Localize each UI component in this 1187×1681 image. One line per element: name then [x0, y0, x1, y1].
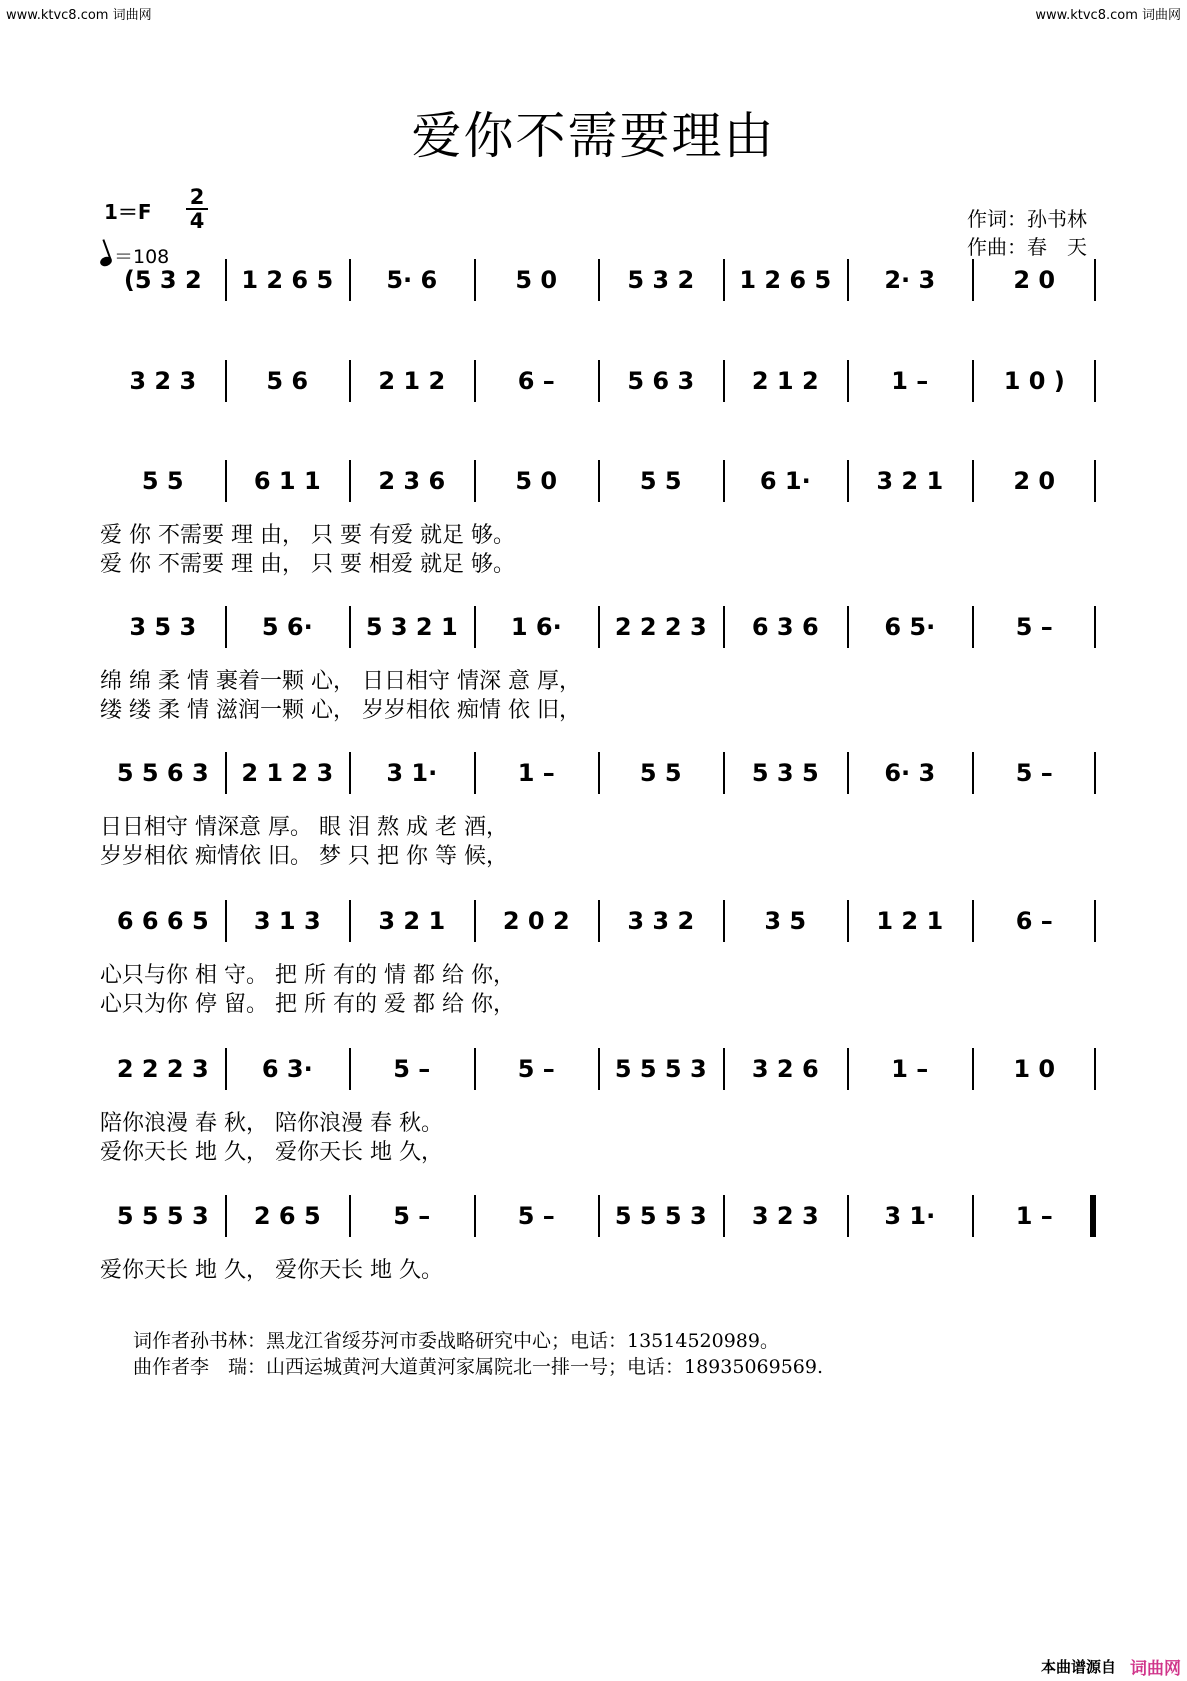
measure: 1 –: [517, 759, 555, 787]
measure: 5 3 5: [751, 759, 819, 787]
composer-credit: 作曲：春 天: [967, 235, 1087, 259]
measure: 5 5 5 3: [614, 1055, 707, 1083]
barline: [1094, 900, 1096, 942]
measure: 3 2 1: [378, 907, 446, 935]
measure: 5 5 5 3: [614, 1202, 707, 1230]
lyric-line: 爱你天长 地 久， 爱你天长 地 久，: [100, 1140, 443, 1165]
barline: [1094, 752, 1096, 794]
measure: 5 –: [517, 1202, 555, 1230]
barline: [723, 360, 725, 402]
composer-contact: 曲作者李 瑞：山西运城黄河大道黄河家属院北一排一号；电话：18935069569.: [133, 1356, 824, 1378]
lyric-line: 岁岁相依 痴情依 旧。 梦 只 把 你 等 候，: [100, 844, 508, 869]
tempo-value: ＝108: [114, 246, 170, 268]
measure: 1 2 6 5: [241, 266, 334, 294]
staff-row: [100, 1046, 1096, 1092]
barline: [847, 752, 849, 794]
measure: 5 5: [639, 467, 682, 495]
lyric-line: 日日相守 情深意 厚。 眼 泪 熬 成 老 酒，: [100, 815, 508, 840]
barline: [1090, 1195, 1096, 1237]
measure: 5 6: [266, 367, 309, 395]
measure: 5 5 5 3: [116, 1202, 209, 1230]
lyric-line: 心只为你 停 留。 把 所 有的 爱 都 给 你，: [100, 992, 515, 1017]
barline: [349, 1048, 351, 1090]
lyric-line: 爱 你 不需要 理 由， 只 要 有爱 就足 够。: [100, 523, 515, 548]
site-logo[interactable]: 词曲网: [1130, 1659, 1181, 1679]
barline: [225, 1048, 227, 1090]
measure: 2 1 2: [378, 367, 446, 395]
staff-row: [100, 458, 1096, 504]
score-line: [100, 257, 1096, 303]
measure: 5 5: [141, 467, 184, 495]
measure: 3 1·: [386, 759, 438, 787]
measure: 2 6 5: [253, 1202, 321, 1230]
barline: [598, 460, 600, 502]
barline: [598, 900, 600, 942]
barline: [474, 460, 476, 502]
barline: [723, 900, 725, 942]
measure: 2 2 2 3: [116, 1055, 209, 1083]
barline: [1094, 360, 1096, 402]
barline: [723, 606, 725, 648]
barline: [474, 900, 476, 942]
source-footer: [1041, 1654, 1181, 1679]
time-signature: [186, 186, 208, 232]
barline: [1094, 460, 1096, 502]
barline: [972, 1195, 974, 1237]
measure: 1 –: [1015, 1202, 1053, 1230]
measure: 2 0 2: [502, 907, 570, 935]
measure: 6 1·: [759, 467, 811, 495]
measure: 6 5·: [884, 613, 936, 641]
measure: 3 1 3: [253, 907, 321, 935]
barline: [847, 360, 849, 402]
barline: [225, 900, 227, 942]
song-title: 爱你不需要理由: [411, 107, 776, 165]
measure: 5 3 2 1: [365, 613, 458, 641]
barline: [598, 606, 600, 648]
staff-row: [100, 604, 1096, 650]
barline: [847, 460, 849, 502]
barline: [972, 460, 974, 502]
barline: [225, 259, 227, 301]
barline: [349, 259, 351, 301]
barline: [474, 360, 476, 402]
barline: [349, 460, 351, 502]
measure: 5 5: [639, 759, 682, 787]
measure: 3 2 6: [751, 1055, 819, 1083]
measure: 1 2 1: [876, 907, 944, 935]
measure: 3 2 3: [129, 367, 197, 395]
measure: 6· 3: [884, 759, 936, 787]
barline: [349, 606, 351, 648]
measure: 3 1·: [884, 1202, 936, 1230]
measure: 5 0: [515, 467, 558, 495]
score-line: [100, 458, 1096, 576]
time-signature-top: 2: [189, 185, 205, 209]
barline: [972, 259, 974, 301]
barline: [972, 360, 974, 402]
measure: 6 3 6: [751, 613, 819, 641]
barline: [349, 752, 351, 794]
measure: 1 0: [1013, 1055, 1056, 1083]
lyric-line: 绵 绵 柔 情 裹着一颗 心， 日日相守 情深 意 厚，: [100, 669, 581, 694]
staff-row: [100, 1193, 1096, 1239]
source-label: 本曲谱源自: [1040, 1658, 1116, 1676]
measure: 3 5: [764, 907, 807, 935]
measure: (5 3 2: [123, 266, 202, 294]
time-signature-bottom: 4: [186, 208, 208, 232]
measure: 2 0: [1013, 467, 1056, 495]
measure: 5 –: [1015, 613, 1053, 641]
measure: 1 –: [891, 1055, 929, 1083]
barline: [847, 1195, 849, 1237]
lyric-line: 陪你浪漫 春 秋， 陪你浪漫 春 秋。: [100, 1111, 443, 1136]
barline: [972, 900, 974, 942]
measure: 5 5 6 3: [116, 759, 209, 787]
barline: [972, 752, 974, 794]
measure: 5 –: [393, 1202, 431, 1230]
barline: [598, 752, 600, 794]
barline: [1094, 606, 1096, 648]
measure: 3 2 1: [876, 467, 944, 495]
measure: 2 1 2 3: [241, 759, 334, 787]
score-line: [100, 1193, 1096, 1282]
barline: [1094, 259, 1096, 301]
measure: 5 –: [517, 1055, 555, 1083]
barline: [225, 360, 227, 402]
measure: 6 –: [1015, 907, 1053, 935]
barline: [225, 460, 227, 502]
measure: 6 6 6 5: [116, 907, 209, 935]
barline: [723, 1195, 725, 1237]
measure: 1 –: [891, 367, 929, 395]
measure: 2 2 2 3: [614, 613, 707, 641]
measure: 6 –: [517, 367, 555, 395]
barline: [847, 1048, 849, 1090]
measure: 3 3 2: [627, 907, 695, 935]
measure: 5 –: [393, 1055, 431, 1083]
measure: 5 6 3: [627, 367, 695, 395]
lyricist-contact: 词作者孙书林：黑龙江省绥芬河市委战略研究中心；电话：13514520989。: [133, 1330, 779, 1352]
lyric-line: 爱你天长 地 久， 爱你天长 地 久。: [100, 1258, 443, 1283]
measure: 5 3 2: [627, 266, 695, 294]
score-line: [100, 898, 1096, 1016]
barline: [474, 1195, 476, 1237]
barline: [225, 752, 227, 794]
measure: 1 2 6 5: [739, 266, 832, 294]
measure: 5 0: [515, 266, 558, 294]
site-header-right[interactable]: www.ktvc8.com 词曲网: [1035, 8, 1181, 23]
barline: [723, 460, 725, 502]
barline: [349, 900, 351, 942]
score-line: [100, 358, 1096, 404]
lyricist-credit: 作词：孙书林: [967, 207, 1087, 231]
barline: [474, 1048, 476, 1090]
barline: [598, 259, 600, 301]
barline: [847, 259, 849, 301]
barline: [225, 606, 227, 648]
staff-row: [100, 898, 1096, 944]
measure: 2 3 6: [378, 467, 446, 495]
barline: [598, 360, 600, 402]
measure: 5 6·: [261, 613, 313, 641]
barline: [474, 259, 476, 301]
barline: [474, 752, 476, 794]
measure: 3 5 3: [129, 613, 197, 641]
measure: 5· 6: [386, 266, 438, 294]
barline: [349, 1195, 351, 1237]
barline: [723, 752, 725, 794]
staff-row: [100, 358, 1096, 404]
barline: [847, 900, 849, 942]
barline: [723, 259, 725, 301]
lyric-line: 缕 缕 柔 情 滋润一颗 心， 岁岁相依 痴情 依 旧，: [100, 698, 581, 723]
staff-row: [100, 750, 1096, 796]
score-line: [100, 750, 1096, 868]
barline: [723, 1048, 725, 1090]
score-line: [100, 604, 1096, 722]
barline: [847, 606, 849, 648]
barline: [349, 360, 351, 402]
measure: 2· 3: [884, 266, 936, 294]
barline: [972, 606, 974, 648]
staff-row: [100, 257, 1096, 303]
measure: 1 0 ): [1003, 367, 1065, 395]
barline: [1094, 1048, 1096, 1090]
measure: 1 6·: [510, 613, 562, 641]
measure: 6 1 1: [253, 467, 321, 495]
measure: 3 2 3: [751, 1202, 819, 1230]
barline: [598, 1048, 600, 1090]
lyric-line: 爱 你 不需要 理 由， 只 要 相爱 就足 够。: [100, 552, 515, 577]
site-header-left[interactable]: www.ktvc8.com 词曲网: [6, 8, 152, 23]
measure: 6 3·: [261, 1055, 313, 1083]
measure: 5 –: [1015, 759, 1053, 787]
barline: [972, 1048, 974, 1090]
barline: [225, 1195, 227, 1237]
lyric-line: 心只与你 相 守。 把 所 有的 情 都 给 你，: [100, 963, 515, 988]
key-signature: 1＝F: [104, 200, 152, 224]
measure: 2 0: [1013, 266, 1056, 294]
score-line: [100, 1046, 1096, 1164]
barline: [598, 1195, 600, 1237]
measure: 2 1 2: [751, 367, 819, 395]
barline: [474, 606, 476, 648]
